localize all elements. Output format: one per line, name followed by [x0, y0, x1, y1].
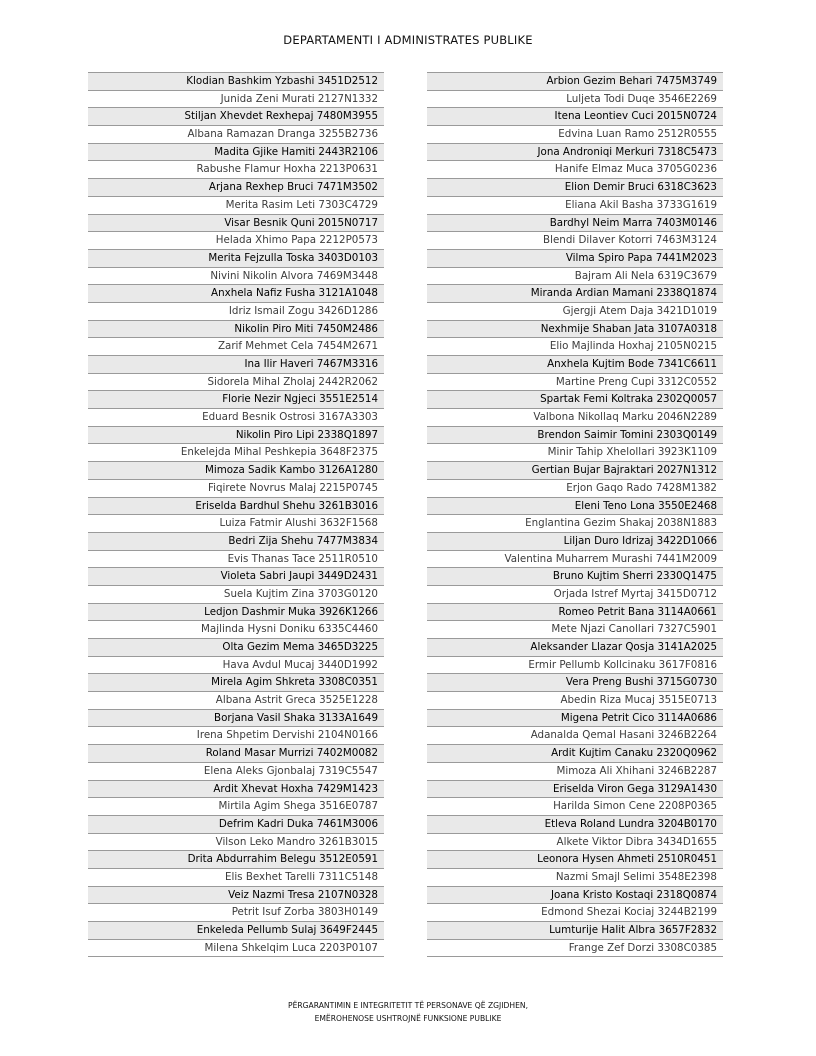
- list-item: Olta Gezim Mema 3465D3225: [88, 639, 384, 657]
- list-item: Luiza Fatmir Alushi 3632F1568: [88, 515, 384, 533]
- list-item: Albana Ramazan Dranga 3255B2736: [88, 126, 384, 144]
- list-item: Spartak Femi Koltraka 2302Q0057: [427, 391, 723, 409]
- list-item: Ermir Pellumb Kollcinaku 3617F0816: [427, 657, 723, 675]
- list-item: Edmond Shezai Kociaj 3244B2199: [427, 904, 723, 922]
- list-item: Miranda Ardian Mamani 2338Q1874: [427, 285, 723, 303]
- list-item: Klodian Bashkim Yzbashi 3451D2512: [88, 73, 384, 91]
- footer-line-2: EMËROHENOSE USHTROJNË FUNKSIONE PUBLIKE: [314, 1014, 502, 1023]
- list-item: Junida Zeni Murati 2127N1332: [88, 91, 384, 109]
- list-item: Vilma Spiro Papa 7441M2023: [427, 250, 723, 268]
- list-item: Eduard Besnik Ostrosi 3167A3303: [88, 409, 384, 427]
- list-item: Erjon Gaqo Rado 7428M1382: [427, 480, 723, 498]
- list-item: Valentina Muharrem Murashi 7441M2009: [427, 551, 723, 569]
- list-item: Harilda Simon Cene 2208P0365: [427, 798, 723, 816]
- list-item: Merita Rasim Leti 7303C4729: [88, 197, 384, 215]
- list-item: Eriselda Viron Gega 3129A1430: [427, 781, 723, 799]
- list-item: Migena Petrit Cico 3114A0686: [427, 710, 723, 728]
- list-item: Joana Kristo Kostaqi 2318Q0874: [427, 887, 723, 905]
- list-item: Anxhela Kujtim Bode 7341C6611: [427, 356, 723, 374]
- list-item: Mirela Agim Shkreta 3308C0351: [88, 674, 384, 692]
- list-item: Brendon Saimir Tomini 2303Q0149: [427, 427, 723, 445]
- list-item: Madita Gjike Hamiti 2443R2106: [88, 144, 384, 162]
- list-item: Suela Kujtim Zina 3703G0120: [88, 586, 384, 604]
- list-item: Lumturije Halit Albra 3657F2832: [427, 922, 723, 940]
- left-name-column: [88, 72, 384, 957]
- list-item: Nazmi Smajl Selimi 3548E2398: [427, 869, 723, 887]
- list-item: Vilson Leko Mandro 3261B3015: [88, 834, 384, 852]
- list-item: Bajram Ali Nela 6319C3679: [427, 268, 723, 286]
- list-item: Ledjon Dashmir Muka 3926K1266: [88, 604, 384, 622]
- list-item: Nikolin Piro Lipi 2338Q1897: [88, 427, 384, 445]
- list-item: Fiqirete Novrus Malaj 2215P0745: [88, 480, 384, 498]
- list-item: Veiz Nazmi Tresa 2107N0328: [88, 887, 384, 905]
- list-item: Mete Njazi Canollari 7327C5901: [427, 621, 723, 639]
- list-item: Adanalda Qemal Hasani 3246B2264: [427, 727, 723, 745]
- list-item: Frange Zef Dorzi 3308C0385: [427, 940, 723, 958]
- list-item: Zarif Mehmet Cela 7454M2671: [88, 338, 384, 356]
- list-item: Alkete Viktor Dibra 3434D1655: [427, 834, 723, 852]
- list-item: Ardit Kujtim Canaku 2320Q0962: [427, 745, 723, 763]
- list-item: Elion Demir Bruci 6318C3623: [427, 179, 723, 197]
- list-item: Sidorela Mihal Zholaj 2442R2062: [88, 374, 384, 392]
- list-item: Idriz Ismail Zogu 3426D1286: [88, 303, 384, 321]
- list-item: Albana Astrit Greca 3525E1228: [88, 692, 384, 710]
- list-item: Roland Masar Murrizi 7402M0082: [88, 745, 384, 763]
- list-item: Aleksander Llazar Qosja 3141A2025: [427, 639, 723, 657]
- list-item: Mirtila Agim Shega 3516E0787: [88, 798, 384, 816]
- list-item: Valbona Nikollaq Marku 2046N2289: [427, 409, 723, 427]
- list-item: Leonora Hysen Ahmeti 2510R0451: [427, 851, 723, 869]
- list-item: Drita Abdurrahim Belegu 3512E0591: [88, 851, 384, 869]
- list-item: Ardit Xhevat Hoxha 7429M1423: [88, 781, 384, 799]
- list-item: Edvina Luan Ramo 2512R0555: [427, 126, 723, 144]
- list-item: Petrit Isuf Zorba 3803H0149: [88, 904, 384, 922]
- list-item: Irena Shpetim Dervishi 2104N0166: [88, 727, 384, 745]
- list-item: Englantina Gezim Shakaj 2038N1883: [427, 515, 723, 533]
- list-item: Helada Xhimo Papa 2212P0573: [88, 232, 384, 250]
- page-title: DEPARTAMENTI I ADMINISTRATES PUBLIKE: [283, 33, 533, 47]
- list-item: Elena Aleks Gjonbalaj 7319C5547: [88, 763, 384, 781]
- list-item: Florie Nezir Ngjeci 3551E2514: [88, 391, 384, 409]
- list-item: Gjergji Atem Daja 3421D1019: [427, 303, 723, 321]
- list-item: Romeo Petrit Bana 3114A0661: [427, 604, 723, 622]
- list-item: Orjada Istref Myrtaj 3415D0712: [427, 586, 723, 604]
- list-item: Arjana Rexhep Bruci 7471M3502: [88, 179, 384, 197]
- list-item: Nexhmije Shaban Jata 3107A0318: [427, 321, 723, 339]
- list-item: Defrim Kadri Duka 7461M3006: [88, 816, 384, 834]
- list-item: Elio Majlinda Hoxhaj 2105N0215: [427, 338, 723, 356]
- list-item: Mimoza Ali Xhihani 3246B2287: [427, 763, 723, 781]
- list-item: Minir Tahip Xhelollari 3923K1109: [427, 444, 723, 462]
- list-item: Martine Preng Cupi 3312C0552: [427, 374, 723, 392]
- list-item: Violeta Sabri Jaupi 3449D2431: [88, 568, 384, 586]
- list-item: Bedri Zija Shehu 7477M3834: [88, 533, 384, 551]
- list-item: Blendi Dilaver Kotorri 7463M3124: [427, 232, 723, 250]
- list-item: Vera Preng Bushi 3715G0730: [427, 674, 723, 692]
- list-item: Enkeleda Pellumb Sulaj 3649F2445: [88, 922, 384, 940]
- list-item: Anxhela Nafiz Fusha 3121A1048: [88, 285, 384, 303]
- page-footer: [0, 999, 816, 1025]
- list-item: Rabushe Flamur Hoxha 2213P0631: [88, 161, 384, 179]
- list-item: Nivini Nikolin Alvora 7469M3448: [88, 268, 384, 286]
- footer-line-1: PËRGARANTIMIN E INTEGRITETIT TË PERSONAVE QË ZGJIDHEN,: [288, 1001, 528, 1010]
- list-item: Luljeta Todi Duqe 3546E2269: [427, 91, 723, 109]
- list-item: Hava Avdul Mucaj 3440D1992: [88, 657, 384, 675]
- list-item: Enkelejda Mihal Peshkepia 3648F2375: [88, 444, 384, 462]
- list-item: Etleva Roland Lundra 3204B0170: [427, 816, 723, 834]
- list-item: Visar Besnik Quni 2015N0717: [88, 215, 384, 233]
- list-item: Hanife Elmaz Muca 3705G0236: [427, 161, 723, 179]
- list-item: Merita Fejzulla Toska 3403D0103: [88, 250, 384, 268]
- list-item: Eliana Akil Basha 3733G1619: [427, 197, 723, 215]
- list-item: Milena Shkelqim Luca 2203P0107: [88, 940, 384, 958]
- list-item: Majlinda Hysni Doniku 6335C4460: [88, 621, 384, 639]
- list-item: Bardhyl Neim Marra 7403M0146: [427, 215, 723, 233]
- list-item: Eleni Teno Lona 3550E2468: [427, 498, 723, 516]
- list-item: Jona Androniqi Merkuri 7318C5473: [427, 144, 723, 162]
- list-item: Liljan Duro Idrizaj 3422D1066: [427, 533, 723, 551]
- list-item: Borjana Vasil Shaka 3133A1649: [88, 710, 384, 728]
- list-item: Nikolin Piro Miti 7450M2486: [88, 321, 384, 339]
- list-item: Mimoza Sadik Kambo 3126A1280: [88, 462, 384, 480]
- list-item: Arbion Gezim Behari 7475M3749: [427, 73, 723, 91]
- right-name-column: [427, 72, 723, 957]
- list-item: Bruno Kujtim Sherri 2330Q1475: [427, 568, 723, 586]
- list-item: Abedin Riza Mucaj 3515E0713: [427, 692, 723, 710]
- list-item: Eriselda Bardhul Shehu 3261B3016: [88, 498, 384, 516]
- list-item: Stiljan Xhevdet Rexhepaj 7480M3955: [88, 108, 384, 126]
- list-item: Ina Ilir Haveri 7467M3316: [88, 356, 384, 374]
- list-item: Evis Thanas Tace 2511R0510: [88, 551, 384, 569]
- list-item: Gertian Bujar Bajraktari 2027N1312: [427, 462, 723, 480]
- list-item: Itena Leontiev Cuci 2015N0724: [427, 108, 723, 126]
- list-item: Elis Bexhet Tarelli 7311C5148: [88, 869, 384, 887]
